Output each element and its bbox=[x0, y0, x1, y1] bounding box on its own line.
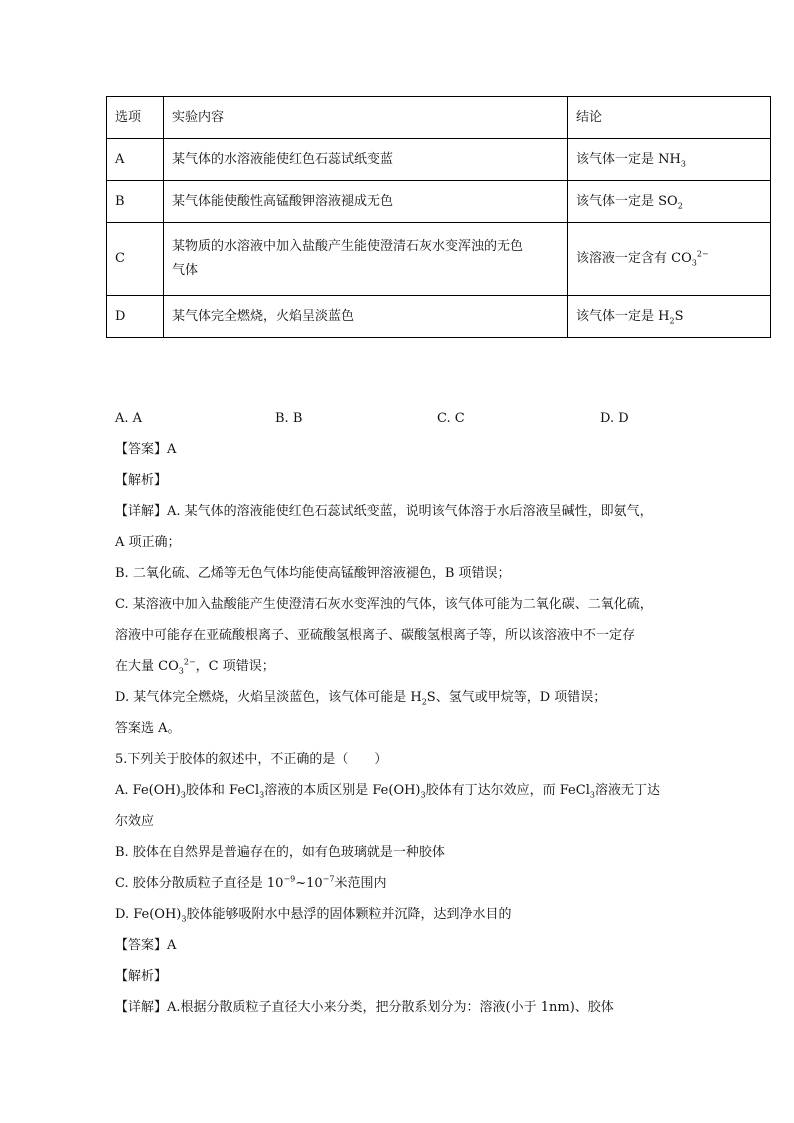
text: D. 某气体完全燃烧，火焰呈淡蓝色，该气体可能是 H bbox=[115, 690, 422, 705]
text: 胶体能够吸附水中悬浮的固体颗粒并沉降，达到净水目的 bbox=[186, 907, 512, 922]
q4-options bbox=[115, 403, 695, 434]
q5-option-d bbox=[115, 899, 690, 930]
row-option: D bbox=[107, 296, 164, 338]
detail-label: 【详解】 bbox=[115, 1000, 168, 1015]
q4-final-answer: 答案选 A。 bbox=[115, 721, 181, 736]
option-a: A. A bbox=[115, 411, 143, 426]
text: A. Fe(OH) bbox=[115, 783, 181, 798]
subscript: 3 bbox=[181, 914, 187, 924]
superscript: 2− bbox=[696, 249, 709, 259]
superscript: −7 bbox=[322, 874, 335, 884]
row-conclusion bbox=[568, 139, 771, 181]
q4-detail-c-line3 bbox=[115, 651, 690, 682]
text: 米范围内 bbox=[334, 876, 387, 891]
q5-option-a-line1 bbox=[115, 775, 690, 806]
detail-text: A.根据分散质粒子直径大小来分类，把分散系划分为：溶液(小于 1nm)、胶体 bbox=[167, 1000, 614, 1015]
row-content: 某气体完全燃烧，火焰呈淡蓝色 bbox=[164, 296, 568, 338]
q4-detail-c-line2: 溶液中可能存在亚硫酸根离子、亚硫酸氢根离子、碳酸氢根离子等，所以该溶液中不一定存 bbox=[115, 628, 636, 643]
subscript: 3 bbox=[691, 258, 697, 268]
header-option: 选项 bbox=[107, 97, 164, 139]
conclusion-text: 该气体一定是 NH bbox=[576, 151, 681, 167]
row-content bbox=[164, 223, 568, 296]
row-content: 某气体能使酸性高锰酸钾溶液褪成无色 bbox=[164, 181, 568, 223]
superscript: 2− bbox=[183, 657, 196, 667]
content-line: 某物质的水溶液中加入盐酸产生能使澄清石灰水变浑浊的无色 bbox=[172, 239, 524, 254]
text: ~10 bbox=[295, 876, 323, 891]
content-line: 气体 bbox=[172, 263, 199, 278]
subscript: 2 bbox=[677, 201, 683, 211]
conclusion-text: 该溶液一定含有 CO bbox=[576, 251, 692, 266]
q5-analysis-label: 【解析】 bbox=[115, 969, 168, 984]
conclusion-tail: S bbox=[674, 308, 684, 324]
q5-option-c bbox=[115, 868, 690, 899]
q5-detail-a bbox=[115, 992, 690, 1023]
text: 胶体和 FeCl bbox=[185, 783, 260, 798]
subscript: 3 bbox=[680, 159, 686, 169]
subscript: 2 bbox=[669, 316, 675, 326]
conclusion-text: 该气体一定是 H bbox=[576, 308, 670, 324]
q5-stem: 5.下列关于胶体的叙述中，不正确的是（ ） bbox=[115, 752, 388, 767]
subscript: 3 bbox=[180, 790, 186, 800]
text: S、氢气或甲烷等，D 项错误； bbox=[426, 690, 607, 705]
text: 溶液的本质区别是 Fe(OH) bbox=[264, 783, 421, 798]
row-conclusion bbox=[568, 296, 771, 338]
row-option: A bbox=[107, 139, 164, 181]
q5-answer: 【答案】A bbox=[115, 938, 177, 953]
conclusion-text: 该气体一定是 SO bbox=[576, 193, 678, 209]
subscript: 3 bbox=[259, 790, 265, 800]
table-row bbox=[107, 181, 771, 223]
experiment-table bbox=[106, 96, 771, 338]
q4-answer: 【答案】A bbox=[115, 442, 177, 457]
q4-detail-a-line1 bbox=[115, 496, 690, 527]
subscript: 3 bbox=[178, 666, 184, 676]
row-conclusion bbox=[568, 223, 771, 296]
q4-detail-c-line1: C. 某溶液中加入盐酸能产生使澄清石灰水变浑浊的气体，该气体可能为二氧化碳、二氧化硫， bbox=[115, 597, 653, 612]
header-content: 实验内容 bbox=[164, 97, 568, 139]
q4-detail-d bbox=[115, 682, 690, 713]
table-row bbox=[107, 139, 771, 181]
superscript: −9 bbox=[283, 874, 296, 884]
table-row bbox=[107, 296, 771, 338]
detail-text: A. 某气体的溶液能使红色石蕊试纸变蓝，说明该气体溶于水后溶液呈碱性，即氨气， bbox=[167, 504, 653, 519]
row-option: C bbox=[107, 223, 164, 296]
text: ，C 项错误； bbox=[195, 659, 275, 674]
table-header-row bbox=[107, 97, 771, 139]
text: D. Fe(OH) bbox=[115, 907, 182, 922]
q4-detail-b: B. 二氧化硫、乙烯等无色气体均能使高锰酸钾溶液褪色，B 项错误； bbox=[115, 566, 511, 581]
text: 溶液无丁达 bbox=[594, 783, 660, 798]
q5-option-a-line2: 尔效应 bbox=[115, 814, 155, 829]
q4-analysis-label: 【解析】 bbox=[115, 473, 168, 488]
text: 在大量 CO bbox=[115, 659, 179, 674]
subscript: 3 bbox=[420, 790, 426, 800]
q4-detail-a-line2: A 项正确； bbox=[115, 535, 181, 550]
row-content: 某气体的水溶液能使红色石蕊试纸变蓝 bbox=[164, 139, 568, 181]
detail-label: 【详解】 bbox=[115, 504, 168, 519]
row-option: B bbox=[107, 181, 164, 223]
q5-option-b: B. 胶体在自然界是普遍存在的，如有色玻璃就是一种胶体 bbox=[115, 845, 445, 860]
subscript: 3 bbox=[589, 790, 595, 800]
text: C. 胶体分散质粒子直径是 10 bbox=[115, 876, 284, 891]
row-conclusion bbox=[568, 181, 771, 223]
option-b: B. B bbox=[275, 411, 303, 426]
text: 胶体有丁达尔效应，而 FeCl bbox=[425, 783, 590, 798]
subscript: 2 bbox=[421, 697, 427, 707]
table-row bbox=[107, 223, 771, 296]
header-conclusion: 结论 bbox=[568, 97, 771, 139]
option-d: D. D bbox=[600, 411, 629, 426]
option-c: C. C bbox=[437, 411, 465, 426]
